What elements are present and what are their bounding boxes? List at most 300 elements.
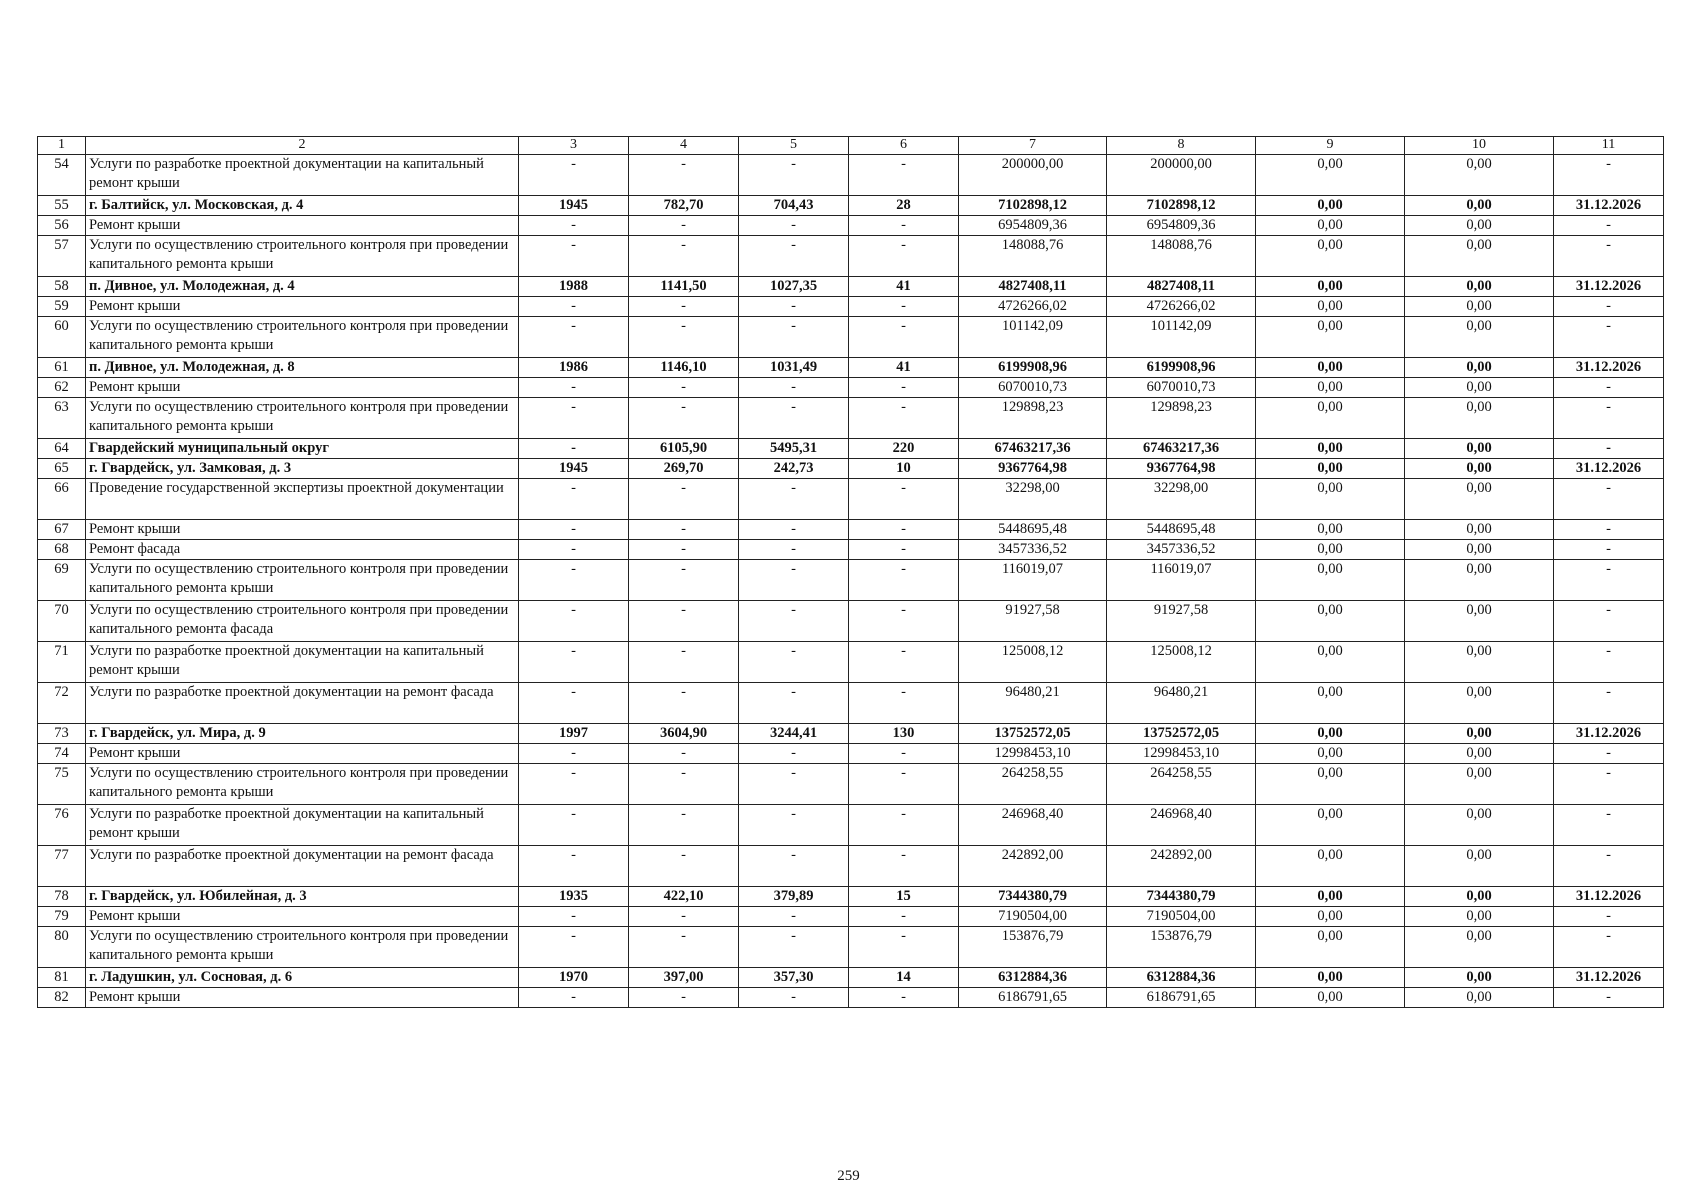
cost-fund-cell: 3457336,52 xyxy=(1107,540,1256,560)
cost-other-cell: 0,00 xyxy=(1405,601,1554,642)
item-name: Услуги по осуществлению строительного контроля при проведении капитального ремонта крыши xyxy=(86,927,519,968)
residents-cell: - xyxy=(849,378,959,398)
year-cell: - xyxy=(519,216,629,236)
year-cell: - xyxy=(519,540,629,560)
item-name: г. Ладушкин, ул. Сосновая, д. 6 xyxy=(86,968,519,988)
residents-cell: 10 xyxy=(849,459,959,479)
deadline-cell: - xyxy=(1554,560,1664,601)
cost-fund-cell: 6070010,73 xyxy=(1107,378,1256,398)
row-number: 69 xyxy=(38,560,86,601)
year-cell: - xyxy=(519,601,629,642)
table-row xyxy=(38,683,1664,724)
cost-other-cell: 0,00 xyxy=(1405,805,1554,846)
row-number: 78 xyxy=(38,887,86,907)
total-area-cell: - xyxy=(629,560,739,601)
table-row xyxy=(38,297,1664,317)
cost-total-cell: 91927,58 xyxy=(959,601,1107,642)
table-row xyxy=(38,642,1664,683)
row-number: 70 xyxy=(38,601,86,642)
table-row xyxy=(38,236,1664,277)
item-name: Услуги по осуществлению строительного контроля при проведении капитального ремонта крыши xyxy=(86,236,519,277)
cost-fund-cell: 5448695,48 xyxy=(1107,520,1256,540)
cost-budget-cell: 0,00 xyxy=(1256,277,1405,297)
cost-budget-cell: 0,00 xyxy=(1256,968,1405,988)
row-number: 79 xyxy=(38,907,86,927)
table-row xyxy=(38,196,1664,216)
living-area-cell: 1031,49 xyxy=(739,358,849,378)
cost-fund-cell: 264258,55 xyxy=(1107,764,1256,805)
living-area-cell: 3244,41 xyxy=(739,724,849,744)
deadline-cell: - xyxy=(1554,216,1664,236)
cost-other-cell: 0,00 xyxy=(1405,846,1554,887)
cost-total-cell: 125008,12 xyxy=(959,642,1107,683)
cost-fund-cell: 6199908,96 xyxy=(1107,358,1256,378)
residents-cell: 130 xyxy=(849,724,959,744)
cost-total-cell: 246968,40 xyxy=(959,805,1107,846)
total-area-cell: 269,70 xyxy=(629,459,739,479)
cost-other-cell: 0,00 xyxy=(1405,642,1554,683)
cost-total-cell: 200000,00 xyxy=(959,155,1107,196)
total-area-cell: - xyxy=(629,927,739,968)
row-number: 73 xyxy=(38,724,86,744)
year-cell: 1970 xyxy=(519,968,629,988)
cost-total-cell: 7102898,12 xyxy=(959,196,1107,216)
residents-cell: 15 xyxy=(849,887,959,907)
residents-cell: - xyxy=(849,398,959,439)
item-name: Услуги по осуществлению строительного контроля при проведении капитального ремонта крыши xyxy=(86,317,519,358)
living-area-cell: - xyxy=(739,317,849,358)
item-name: Ремонт крыши xyxy=(86,378,519,398)
total-area-cell: 422,10 xyxy=(629,887,739,907)
year-cell: - xyxy=(519,764,629,805)
cost-other-cell: 0,00 xyxy=(1405,988,1554,1008)
item-name: г. Гвардейск, ул. Мира, д. 9 xyxy=(86,724,519,744)
row-number: 61 xyxy=(38,358,86,378)
row-number: 72 xyxy=(38,683,86,724)
row-number: 66 xyxy=(38,479,86,520)
cost-fund-cell: 153876,79 xyxy=(1107,927,1256,968)
residents-cell: - xyxy=(849,479,959,520)
deadline-cell: - xyxy=(1554,764,1664,805)
residents-cell: - xyxy=(849,216,959,236)
cost-fund-cell: 246968,40 xyxy=(1107,805,1256,846)
year-cell: - xyxy=(519,683,629,724)
cost-budget-cell: 0,00 xyxy=(1256,358,1405,378)
living-area-cell: - xyxy=(739,297,849,317)
cost-total-cell: 96480,21 xyxy=(959,683,1107,724)
row-number: 58 xyxy=(38,277,86,297)
cost-other-cell: 0,00 xyxy=(1405,887,1554,907)
row-number: 59 xyxy=(38,297,86,317)
cost-total-cell: 264258,55 xyxy=(959,764,1107,805)
row-number: 63 xyxy=(38,398,86,439)
item-name: Ремонт крыши xyxy=(86,988,519,1008)
cost-total-cell: 67463217,36 xyxy=(959,439,1107,459)
total-area-cell: - xyxy=(629,805,739,846)
cost-fund-cell: 125008,12 xyxy=(1107,642,1256,683)
row-number: 80 xyxy=(38,927,86,968)
living-area-cell: - xyxy=(739,540,849,560)
deadline-cell: - xyxy=(1554,398,1664,439)
column-header: 4 xyxy=(629,137,739,155)
cost-other-cell: 0,00 xyxy=(1405,764,1554,805)
year-cell: - xyxy=(519,155,629,196)
cost-fund-cell: 116019,07 xyxy=(1107,560,1256,601)
cost-other-cell: 0,00 xyxy=(1405,378,1554,398)
cost-fund-cell: 67463217,36 xyxy=(1107,439,1256,459)
living-area-cell: - xyxy=(739,601,849,642)
table-row xyxy=(38,520,1664,540)
cost-total-cell: 148088,76 xyxy=(959,236,1107,277)
cost-total-cell: 12998453,10 xyxy=(959,744,1107,764)
cost-budget-cell: 0,00 xyxy=(1256,683,1405,724)
cost-total-cell: 5448695,48 xyxy=(959,520,1107,540)
table-row xyxy=(38,846,1664,887)
cost-budget-cell: 0,00 xyxy=(1256,378,1405,398)
item-name: Услуги по разработке проектной документации на ремонт фасада xyxy=(86,846,519,887)
total-area-cell: - xyxy=(629,236,739,277)
total-area-cell: - xyxy=(629,642,739,683)
total-area-cell: 1146,10 xyxy=(629,358,739,378)
cost-budget-cell: 0,00 xyxy=(1256,805,1405,846)
residents-cell: 14 xyxy=(849,968,959,988)
residents-cell: 28 xyxy=(849,196,959,216)
cost-fund-cell: 13752572,05 xyxy=(1107,724,1256,744)
living-area-cell: - xyxy=(739,744,849,764)
total-area-cell: - xyxy=(629,683,739,724)
living-area-cell: 242,73 xyxy=(739,459,849,479)
cost-total-cell: 7344380,79 xyxy=(959,887,1107,907)
cost-budget-cell: 0,00 xyxy=(1256,744,1405,764)
living-area-cell: 357,30 xyxy=(739,968,849,988)
residents-cell: - xyxy=(849,560,959,601)
living-area-cell: - xyxy=(739,378,849,398)
row-number: 65 xyxy=(38,459,86,479)
cost-total-cell: 6954809,36 xyxy=(959,216,1107,236)
cost-budget-cell: 0,00 xyxy=(1256,887,1405,907)
table-row xyxy=(38,805,1664,846)
cost-other-cell: 0,00 xyxy=(1405,744,1554,764)
cost-other-cell: 0,00 xyxy=(1405,196,1554,216)
table-row xyxy=(38,724,1664,744)
item-name: Ремонт крыши xyxy=(86,520,519,540)
year-cell: - xyxy=(519,927,629,968)
deadline-cell: - xyxy=(1554,317,1664,358)
deadline-cell: - xyxy=(1554,479,1664,520)
year-cell: 1945 xyxy=(519,196,629,216)
column-number-row xyxy=(38,137,1664,155)
residents-cell: - xyxy=(849,846,959,887)
total-area-cell: - xyxy=(629,764,739,805)
row-number: 76 xyxy=(38,805,86,846)
cost-other-cell: 0,00 xyxy=(1405,560,1554,601)
deadline-cell: - xyxy=(1554,846,1664,887)
cost-fund-cell: 7102898,12 xyxy=(1107,196,1256,216)
item-name: п. Дивное, ул. Молодежная, д. 8 xyxy=(86,358,519,378)
living-area-cell: - xyxy=(739,805,849,846)
row-number: 55 xyxy=(38,196,86,216)
cost-budget-cell: 0,00 xyxy=(1256,724,1405,744)
cost-other-cell: 0,00 xyxy=(1405,317,1554,358)
cost-fund-cell: 6186791,65 xyxy=(1107,988,1256,1008)
deadline-cell: - xyxy=(1554,805,1664,846)
cost-total-cell: 4827408,11 xyxy=(959,277,1107,297)
item-name: Ремонт крыши xyxy=(86,297,519,317)
living-area-cell: - xyxy=(739,764,849,805)
table-row xyxy=(38,317,1664,358)
total-area-cell: - xyxy=(629,601,739,642)
item-name: Услуги по осуществлению строительного контроля при проведении капитального ремонта фасада xyxy=(86,601,519,642)
living-area-cell: - xyxy=(739,907,849,927)
residents-cell: - xyxy=(849,236,959,277)
column-header: 1 xyxy=(38,137,86,155)
residents-cell: - xyxy=(849,988,959,1008)
year-cell: 1997 xyxy=(519,724,629,744)
year-cell: - xyxy=(519,642,629,683)
cost-total-cell: 101142,09 xyxy=(959,317,1107,358)
residents-cell: - xyxy=(849,683,959,724)
cost-budget-cell: 0,00 xyxy=(1256,439,1405,459)
cost-fund-cell: 12998453,10 xyxy=(1107,744,1256,764)
living-area-cell: 1027,35 xyxy=(739,277,849,297)
row-number: 71 xyxy=(38,642,86,683)
item-name: Ремонт фасада xyxy=(86,540,519,560)
cost-fund-cell: 200000,00 xyxy=(1107,155,1256,196)
cost-other-cell: 0,00 xyxy=(1405,683,1554,724)
item-name: г. Гвардейск, ул. Юбилейная, д. 3 xyxy=(86,887,519,907)
year-cell: - xyxy=(519,479,629,520)
cost-total-cell: 6070010,73 xyxy=(959,378,1107,398)
year-cell: - xyxy=(519,988,629,1008)
table-row xyxy=(38,216,1664,236)
cost-other-cell: 0,00 xyxy=(1405,479,1554,520)
residents-cell: - xyxy=(849,805,959,846)
total-area-cell: - xyxy=(629,988,739,1008)
cost-fund-cell: 7190504,00 xyxy=(1107,907,1256,927)
cost-budget-cell: 0,00 xyxy=(1256,155,1405,196)
deadline-cell: - xyxy=(1554,297,1664,317)
residents-cell: 220 xyxy=(849,439,959,459)
living-area-cell: - xyxy=(739,398,849,439)
deadline-cell: 31.12.2026 xyxy=(1554,887,1664,907)
cost-other-cell: 0,00 xyxy=(1405,439,1554,459)
table-row xyxy=(38,764,1664,805)
year-cell: - xyxy=(519,317,629,358)
residents-cell: - xyxy=(849,155,959,196)
item-name: Ремонт крыши xyxy=(86,216,519,236)
deadline-cell: - xyxy=(1554,155,1664,196)
table-row xyxy=(38,378,1664,398)
residents-cell: - xyxy=(849,764,959,805)
total-area-cell: 6105,90 xyxy=(629,439,739,459)
living-area-cell: - xyxy=(739,988,849,1008)
total-area-cell: - xyxy=(629,520,739,540)
item-name: Ремонт крыши xyxy=(86,907,519,927)
row-number: 67 xyxy=(38,520,86,540)
deadline-cell: - xyxy=(1554,907,1664,927)
cost-fund-cell: 96480,21 xyxy=(1107,683,1256,724)
column-header: 2 xyxy=(86,137,519,155)
column-header: 3 xyxy=(519,137,629,155)
deadline-cell: 31.12.2026 xyxy=(1554,277,1664,297)
cost-budget-cell: 0,00 xyxy=(1256,317,1405,358)
cost-budget-cell: 0,00 xyxy=(1256,642,1405,683)
residents-cell: - xyxy=(849,297,959,317)
cost-fund-cell: 32298,00 xyxy=(1107,479,1256,520)
residents-cell: - xyxy=(849,907,959,927)
living-area-cell: 704,43 xyxy=(739,196,849,216)
deadline-cell: 31.12.2026 xyxy=(1554,724,1664,744)
deadline-cell: - xyxy=(1554,988,1664,1008)
table-row xyxy=(38,540,1664,560)
cost-budget-cell: 0,00 xyxy=(1256,846,1405,887)
year-cell: - xyxy=(519,520,629,540)
cost-total-cell: 242892,00 xyxy=(959,846,1107,887)
row-number: 64 xyxy=(38,439,86,459)
column-header: 6 xyxy=(849,137,959,155)
total-area-cell: - xyxy=(629,744,739,764)
table-row xyxy=(38,155,1664,196)
item-name: Услуги по осуществлению строительного контроля при проведении капитального ремонта крыши xyxy=(86,398,519,439)
deadline-cell: - xyxy=(1554,520,1664,540)
cost-other-cell: 0,00 xyxy=(1405,907,1554,927)
cost-total-cell: 6199908,96 xyxy=(959,358,1107,378)
row-number: 75 xyxy=(38,764,86,805)
deadline-cell: - xyxy=(1554,683,1664,724)
item-name: Услуги по осуществлению строительного контроля при проведении капитального ремонта крыши xyxy=(86,764,519,805)
year-cell: - xyxy=(519,398,629,439)
living-area-cell: - xyxy=(739,216,849,236)
cost-total-cell: 153876,79 xyxy=(959,927,1107,968)
cost-other-cell: 0,00 xyxy=(1405,155,1554,196)
cost-fund-cell: 4827408,11 xyxy=(1107,277,1256,297)
table-row xyxy=(38,968,1664,988)
total-area-cell: 1141,50 xyxy=(629,277,739,297)
item-name: п. Дивное, ул. Молодежная, д. 4 xyxy=(86,277,519,297)
deadline-cell: 31.12.2026 xyxy=(1554,968,1664,988)
item-name: Услуги по разработке проектной документации на капитальный ремонт крыши xyxy=(86,642,519,683)
year-cell: - xyxy=(519,846,629,887)
cost-fund-cell: 242892,00 xyxy=(1107,846,1256,887)
cost-other-cell: 0,00 xyxy=(1405,277,1554,297)
cost-total-cell: 7190504,00 xyxy=(959,907,1107,927)
row-number: 77 xyxy=(38,846,86,887)
year-cell: - xyxy=(519,439,629,459)
living-area-cell: - xyxy=(739,846,849,887)
total-area-cell: - xyxy=(629,540,739,560)
residents-cell: 41 xyxy=(849,358,959,378)
year-cell: 1935 xyxy=(519,887,629,907)
residents-cell: - xyxy=(849,927,959,968)
cost-budget-cell: 0,00 xyxy=(1256,907,1405,927)
column-header: 5 xyxy=(739,137,849,155)
total-area-cell: - xyxy=(629,479,739,520)
year-cell: - xyxy=(519,805,629,846)
deadline-cell: - xyxy=(1554,642,1664,683)
cost-other-cell: 0,00 xyxy=(1405,358,1554,378)
living-area-cell: 379,89 xyxy=(739,887,849,907)
total-area-cell: - xyxy=(629,398,739,439)
cost-budget-cell: 0,00 xyxy=(1256,236,1405,277)
item-name: г. Гвардейск, ул. Замковая, д. 3 xyxy=(86,459,519,479)
deadline-cell: - xyxy=(1554,378,1664,398)
living-area-cell: - xyxy=(739,927,849,968)
table-row xyxy=(38,907,1664,927)
row-number: 57 xyxy=(38,236,86,277)
year-cell: 1945 xyxy=(519,459,629,479)
year-cell: - xyxy=(519,744,629,764)
column-header: 11 xyxy=(1554,137,1664,155)
cost-other-cell: 0,00 xyxy=(1405,724,1554,744)
cost-fund-cell: 9367764,98 xyxy=(1107,459,1256,479)
cost-total-cell: 9367764,98 xyxy=(959,459,1107,479)
deadline-cell: - xyxy=(1554,439,1664,459)
table-row xyxy=(38,601,1664,642)
total-area-cell: - xyxy=(629,297,739,317)
row-number: 68 xyxy=(38,540,86,560)
cost-fund-cell: 7344380,79 xyxy=(1107,887,1256,907)
cost-budget-cell: 0,00 xyxy=(1256,459,1405,479)
item-name: Услуги по разработке проектной документации на капитальный ремонт крыши xyxy=(86,805,519,846)
deadline-cell: - xyxy=(1554,927,1664,968)
cost-other-cell: 0,00 xyxy=(1405,520,1554,540)
cost-fund-cell: 129898,23 xyxy=(1107,398,1256,439)
table-row xyxy=(38,479,1664,520)
year-cell: - xyxy=(519,297,629,317)
cost-total-cell: 4726266,02 xyxy=(959,297,1107,317)
living-area-cell: - xyxy=(739,236,849,277)
cost-total-cell: 6186791,65 xyxy=(959,988,1107,1008)
cost-budget-cell: 0,00 xyxy=(1256,216,1405,236)
cost-budget-cell: 0,00 xyxy=(1256,479,1405,520)
cost-other-cell: 0,00 xyxy=(1405,927,1554,968)
table-row xyxy=(38,277,1664,297)
table-row xyxy=(38,988,1664,1008)
year-cell: - xyxy=(519,560,629,601)
row-number: 74 xyxy=(38,744,86,764)
deadline-cell: - xyxy=(1554,540,1664,560)
cost-fund-cell: 101142,09 xyxy=(1107,317,1256,358)
living-area-cell: - xyxy=(739,479,849,520)
year-cell: 1986 xyxy=(519,358,629,378)
cost-other-cell: 0,00 xyxy=(1405,297,1554,317)
cost-budget-cell: 0,00 xyxy=(1256,927,1405,968)
living-area-cell: 5495,31 xyxy=(739,439,849,459)
column-header: 9 xyxy=(1256,137,1405,155)
cost-total-cell: 13752572,05 xyxy=(959,724,1107,744)
deadline-cell: 31.12.2026 xyxy=(1554,459,1664,479)
cost-other-cell: 0,00 xyxy=(1405,216,1554,236)
year-cell: - xyxy=(519,907,629,927)
cost-budget-cell: 0,00 xyxy=(1256,398,1405,439)
row-number: 56 xyxy=(38,216,86,236)
deadline-cell: 31.12.2026 xyxy=(1554,196,1664,216)
residents-cell: - xyxy=(849,317,959,358)
page-number: 259 xyxy=(837,1168,860,1184)
cost-other-cell: 0,00 xyxy=(1405,459,1554,479)
total-area-cell: - xyxy=(629,317,739,358)
living-area-cell: - xyxy=(739,520,849,540)
table-row xyxy=(38,560,1664,601)
deadline-cell: - xyxy=(1554,601,1664,642)
residents-cell: - xyxy=(849,601,959,642)
cost-fund-cell: 6312884,36 xyxy=(1107,968,1256,988)
cost-other-cell: 0,00 xyxy=(1405,540,1554,560)
cost-budget-cell: 0,00 xyxy=(1256,764,1405,805)
item-name: Услуги по разработке проектной документации на ремонт фасада xyxy=(86,683,519,724)
table-row xyxy=(38,927,1664,968)
total-area-cell: - xyxy=(629,846,739,887)
